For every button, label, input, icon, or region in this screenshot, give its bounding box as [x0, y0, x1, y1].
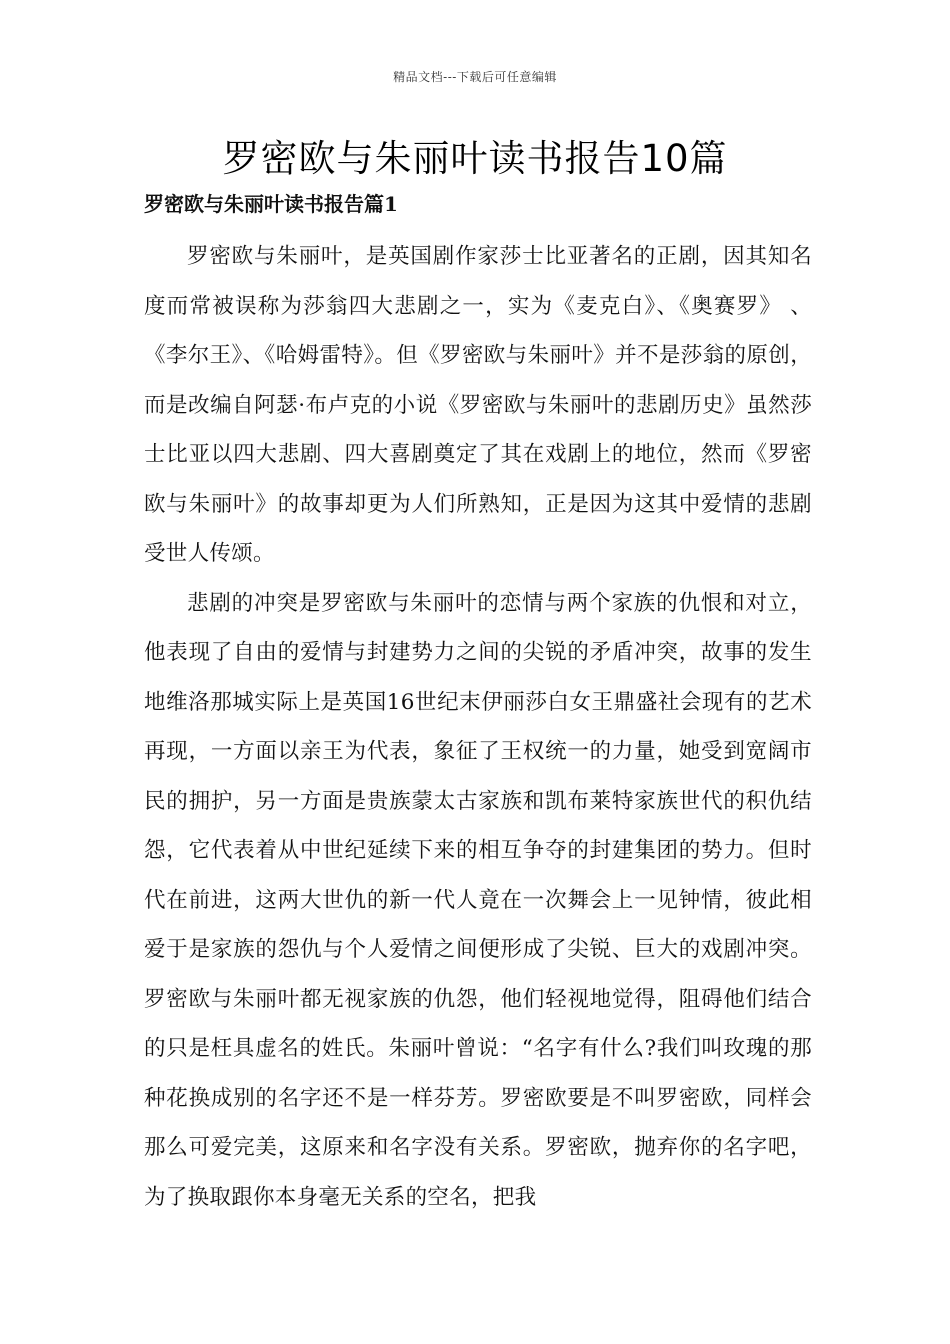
- paragraph-2: 悲剧的冲突是罗密欧与朱丽叶的恋情与两个家族的仇恨和对立，他表现了自由的爱情与封建势力之间的尖锐的矛盾冲突，故事的发生地维洛那城实际上是英国16世纪末伊丽莎白女王鼎盛社会现有的艺术再现，一方面以亲王为代表，象征了王权统一的力量，她受到宽阔市民的拥护，另一方面是贵族蒙太古家族和凯布莱特家族世代的积仇结怨，它代表着从中世纪延续下来的相互争夺的封建集团的势力。但时代在前进，这两大世仇的新一代人竟在一次舞会上一见钟情，彼此相爱于是家族的怨仇与个人爱情之间便形成了尖锐、巨大的戏剧冲突。罗密欧与朱丽叶都无视家族的仇怨，他们轻视地觉得，阻碍他们结合的只是枉具虚名的姓氏。朱丽叶曾说：“名字有什么?我们叫玫瑰的那种花换成别的名字还不是一样芬芳。罗密欧要是不叫罗密欧，同样会那么可爱完美，这原来和名字没有关系。罗密欧，抛弃你的名字吧，为了换取跟你本身毫无关系的空名，把我: [144, 590, 812, 1210]
- page-header-note: 精品文档---下载后可任意编辑: [393, 70, 557, 84]
- paragraph-1: 罗密欧与朱丽叶，是英国剧作家莎士比亚著名的正剧，因其知名度而常被误称为莎翁四大悲剧之一，实为《麦克白》、《奥赛罗》 、《李尔王》、《哈姆雷特》。但《罗密欧与朱丽叶》并不是莎翁的原创，而是改编自阿瑟·布卢克的小说《罗密欧与朱丽叶的悲剧历史》虽然莎士比亚以四大悲剧、四大喜剧奠定了其在戏剧上的地位，然而《罗密欧与朱丽叶》的故事却更为人们所熟知，正是因为这其中爱情的悲剧受世人传颂。: [144, 244, 812, 566]
- document-title: 罗密欧与朱丽叶读书报告10篇: [222, 137, 728, 180]
- section-title: 罗密欧与朱丽叶读书报告篇1: [144, 192, 398, 216]
- document-body: [144, 232, 812, 1222]
